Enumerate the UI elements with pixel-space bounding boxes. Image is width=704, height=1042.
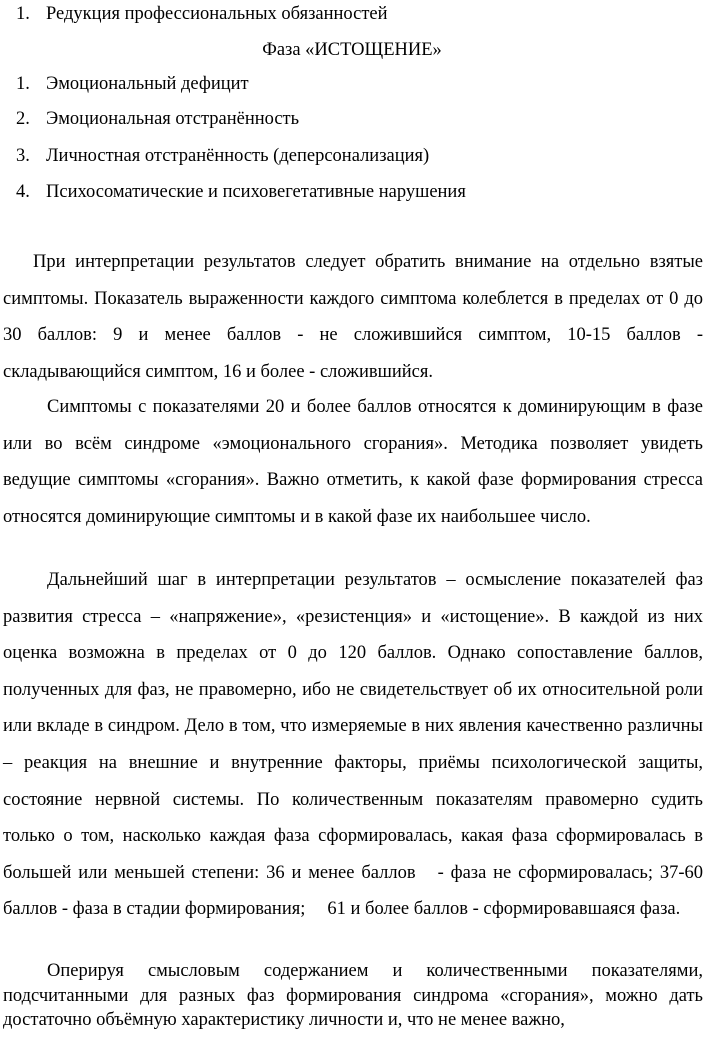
list-item-number: 3. [16, 146, 30, 166]
list-item-text: Эмоциональный дефицит [46, 74, 249, 94]
list-item-number: 4. [16, 182, 30, 202]
list-item-text: Личностная отстранённость (деперсонализация) [46, 146, 430, 166]
paragraph-phase-scores [3, 562, 703, 928]
phase-heading: Фаза «ИСТОЩЕНИЕ» [262, 40, 442, 60]
paragraph-text: Оперируя смысловым содержанием и количественными показателями, подсчитанными для разных фаз формирования синдрома «сгорания», можно дать достаточно объёмную характеристику личности и, что не менее важно, [3, 961, 703, 1030]
list-item-number: 1. [16, 4, 30, 24]
list-item-text: Психосоматические и психовегетативные нарушения [46, 182, 466, 202]
paragraph-personality-characteristic [3, 959, 703, 1033]
list-item-number: 1. [16, 74, 30, 94]
paragraph-text: Дальнейший шаг в интерпретации результатов – осмысление показателей фаз развития стресса – «напряжение», «резистенция» и «истощение». В каждой из них оценка возможна в пределах от 0 до 120 баллов. Однако сопоставление баллов, полученных для фаз, не правомерно, ибо не свидетельствует об их относительной роли или вкладе в синдром. Дело в том, что измеряемые в них явления качественно различны – реакция на внешние и внутренние факторы, приёмы психологической защиты, состояние нервной системы. По количественным показателям правомерно судить только о том, насколько каждая фаза сформировалась, какая фаза сформировалась в большей или меньшей степени: 36 и менее баллов [3, 570, 703, 883]
paragraph-text: 61 и более баллов - сформировавшаяся фаза. [327, 899, 681, 920]
list-item [16, 180, 466, 204]
paragraph-symptoms-interpretation [3, 244, 703, 390]
paragraph-text: Симптомы с показателями 20 и более баллов относятся к доминирующим в фазе или во всём синдроме «эмоционального сгорания». Методика позволяет увидеть ведущие симптомы «сгорания». Важно отметить, к какой фазе формирования стресса относятся доминирующие симптомы и в какой фазе их наибольшее число. [3, 397, 703, 527]
paragraph-text: При интерпретации результатов следует обратить внимание на отдельно взятые симптомы. Показатель выраженности каждого симптома колеблется в пределах от 0 до 30 баллов: 9 и менее баллов - не сложившийся симптом, 10-15 баллов - складывающийся симптом, 16 и более - сложившийся. [3, 252, 703, 382]
list-item [16, 2, 388, 26]
list-item [16, 144, 429, 168]
paragraph-dominant-symptoms [3, 389, 703, 535]
list-item-number: 2. [16, 109, 30, 129]
list-item [16, 72, 249, 96]
list-item-text: Редукция профессиональных обязанностей [46, 4, 388, 24]
paragraph-text: - фаза не сформировалась; 37-60 баллов - фаза в стадии формирования; [3, 862, 704, 920]
list-item-text: Эмоциональная отстранённость [46, 109, 300, 129]
list-item [16, 107, 299, 131]
